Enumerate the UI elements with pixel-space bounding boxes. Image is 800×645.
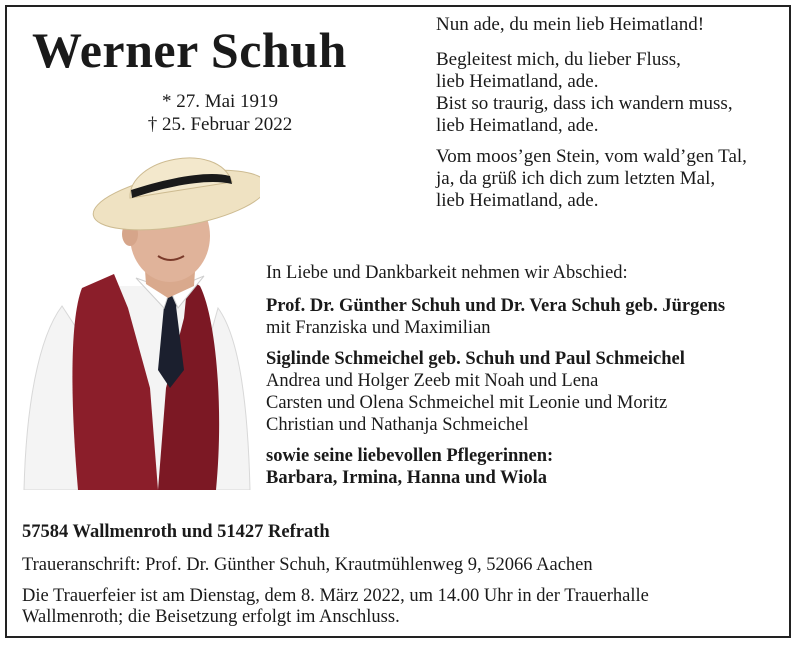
poem-line: lieb Heimatland, ade. (436, 115, 599, 136)
poem-line: Vom moos’gen Stein, vom wald’gen Tal, (436, 146, 747, 167)
family-group-2 (266, 348, 786, 436)
family-member-line: Christian und Nathanja Schmeichel (266, 415, 529, 435)
ceremony-line: Die Trauerfeier ist am Dienstag, dem 8. März 2022, um 14.00 Uhr in der Trauerhalle (22, 586, 649, 606)
farewell-intro: In Liebe und Dankbarkeit nehmen wir Abschied: (266, 263, 628, 283)
poem-line: ja, da grüß ich dich zum letzten Mal, (436, 168, 716, 189)
family-list (266, 262, 786, 498)
family-group-1 (266, 295, 786, 339)
places: 57584 Wallmenroth und 51427 Refrath (22, 522, 330, 542)
family-group-2-heads: Siglinde Schmeichel geb. Schuh und Paul Schmeichel (266, 349, 685, 369)
family-group-1-heads: Prof. Dr. Günther Schuh und Dr. Vera Schuh geb. Jürgens (266, 296, 726, 316)
portrait-photo (18, 138, 260, 490)
ceremony-line: Wallmenroth; die Beisetzung erfolgt im Anschluss. (22, 607, 400, 627)
caregivers (266, 445, 786, 489)
birth-date: * 27. Mai 1919 (161, 91, 279, 112)
poem-line: Bist so traurig, dass ich wandern muss, (436, 93, 733, 114)
ceremony-info (22, 586, 782, 628)
caregivers-names: Barbara, Irmina, Hanna und Wiola (266, 468, 547, 488)
family-member-line: Carsten und Olena Schmeichel mit Leonie und Moritz (266, 393, 668, 413)
poem-stanza-1 (436, 49, 786, 137)
mourning-address: Traueranschrift: Prof. Dr. Günther Schuh, Krautmühlenweg 9, 52066 Aachen (22, 555, 593, 575)
deceased-name: Werner Schuh (32, 22, 347, 78)
notice-footer (22, 522, 782, 628)
poem-line: lieb Heimatland, ade. (436, 190, 599, 211)
poem-line: Begleitest mich, du lieber Fluss, (436, 49, 681, 70)
family-group-1-children: mit Franziska und Maximilian (266, 318, 491, 338)
death-date: † 25. Februar 2022 (147, 114, 293, 135)
family-member-line: Andrea und Holger Zeeb mit Noah und Lena (266, 371, 599, 391)
life-dates (110, 90, 330, 136)
caregivers-label: sowie seine liebevollen Pflegerinnen: (266, 446, 554, 466)
poem-line: lieb Heimatland, ade. (436, 71, 599, 92)
poem-stanza-2 (436, 146, 786, 212)
poem (436, 14, 786, 221)
poem-opening-line: Nun ade, du mein lieb Heimatland! (436, 14, 705, 35)
